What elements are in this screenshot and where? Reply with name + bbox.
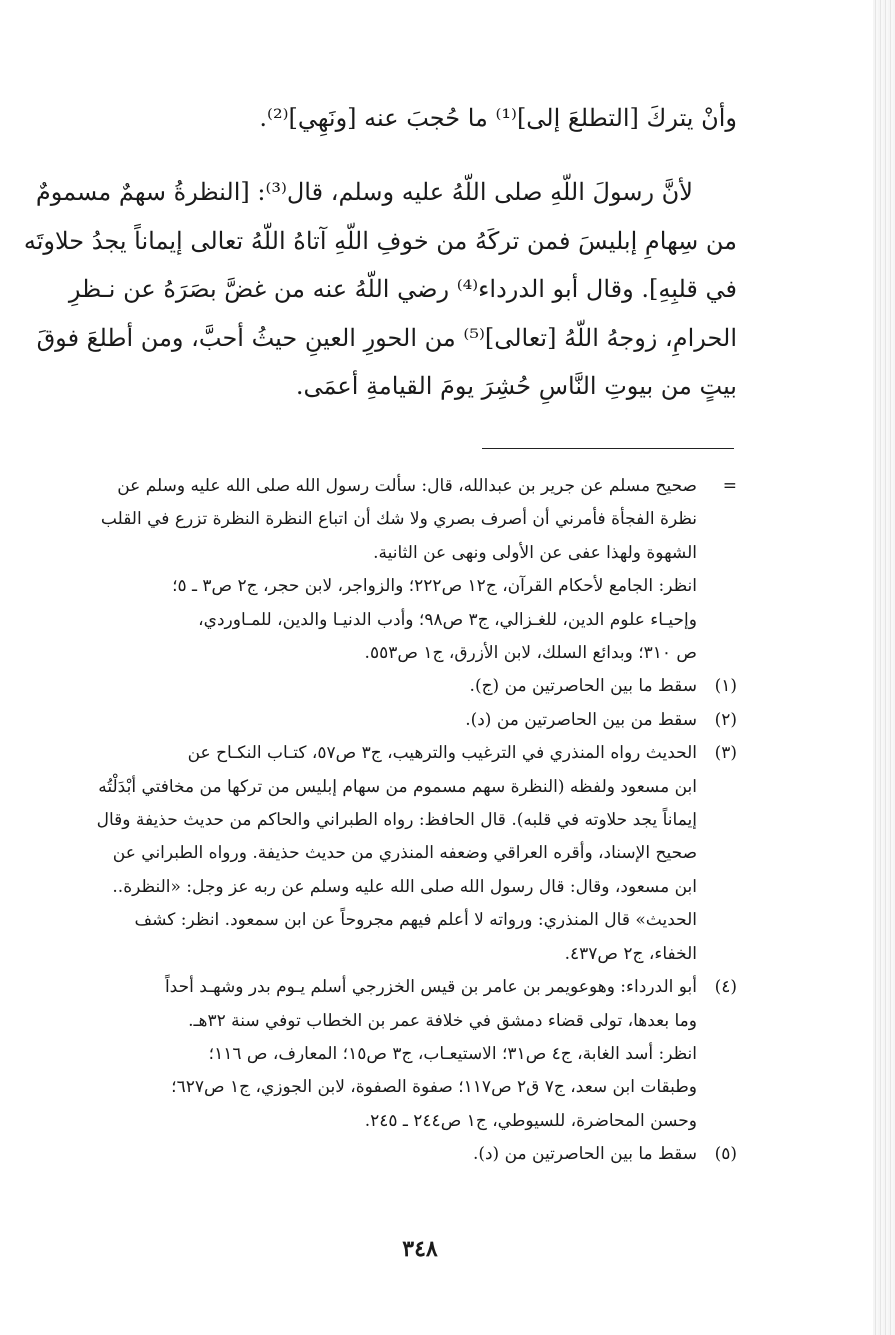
footnote-5	[77, 1138, 737, 1171]
footnote-marker: (٢)	[714, 709, 737, 730]
footnote-line: أبو الدرداء: وهوعويمر بن عامر بن قيس الخزرجي أسلم يـوم بدر وشهـد أحداً	[164, 977, 697, 998]
footnote-marker: (٤)	[714, 977, 737, 998]
footnote-line: ابن مسعود، وقال: قال رسول الله صلى الله عليه وسلم عن ربه عز وجل: «النظرة..	[112, 876, 697, 897]
footnote-line: الشهوة ولهذا عفى عن الأولى ونهى عن الثانية.	[373, 542, 697, 563]
footnote-line: سقط من بين الحاصرتين من (د).	[465, 709, 697, 730]
footnote-marker: (٣)	[714, 743, 737, 764]
paragraph-line: الحرامِ، زوجهُ اللّهُ [تعالى]⁽⁵⁾ من الحورِ العينِ حيثُ أحبَّ، ومن أطلعَ فوقَ	[36, 323, 737, 352]
footnote-line: وإحيـاء علوم الدين، للغـزالي، ج٣ ص٩٨؛ وأدب الدنيـا والدين، للمـاوردي،	[198, 609, 697, 630]
footnote-line: نظرة الفجأة فأمرني أن أصرف بصري ولا شك أن اتباع النظرة النظرة تزرع في القلب	[100, 509, 697, 530]
footnote-line: الحديث رواه المنذري في الترغيب والترهيب، ج٣ ص٥٧، كتـاب النكـاح عن	[187, 743, 697, 764]
footnote-line: انظر: الجامع لأحكام القرآن، ج١٢ ص٢٢٢؛ والزواجر، لابن حجر، ج٢ ص٣ ـ ٥؛	[172, 576, 697, 597]
footnote-marker: =	[722, 476, 737, 496]
footnote-line: انظر: أسد الغابة، ج٤ ص٣١؛ الاستيعـاب، ج٣ ص١٥؛ المعارف، ص ١١٦؛	[208, 1043, 697, 1064]
footnote-continuation	[77, 470, 737, 670]
footnote-line: صحيح مسلم عن جرير بن عبدالله، قال: سألت رسول الله صلى الله عليه وسلم عن	[117, 476, 697, 496]
footnote-line: إيماناً يجد حلاوته في قلبه). قال الحافظ: رواه الطبراني والحاكم من حديث حذيفة وقال	[96, 810, 697, 831]
footnote-line: ابن مسعود ولفظه (النظرة سهم مسموم من سهام إبليس من تركها من مخافتي أبْدَلْتُه	[98, 776, 697, 797]
footnote-4	[77, 971, 737, 1138]
footnote-line: وحسن المحاضرة، للسيوطي، ج١ ص٢٤٤ ـ ٢٤٥.	[364, 1110, 697, 1131]
footnote-line: الخفاء، ج٢ ص٤٣٧.	[564, 943, 697, 964]
page-number: ٣٤٨	[402, 1236, 438, 1262]
paragraph-line: في قلبِهِ]. وقال أبو الدرداء⁽⁴⁾ رضي اللّهُ عنه من غضَّ بصَرَهُ عن نـظرِ	[68, 275, 737, 303]
footnote-2	[77, 704, 737, 737]
footnote-line: الحديث» قال المنذري: ورواته لا أعلم فيهم مجروحاً عن ابن سمعود. انظر: كشف	[134, 910, 697, 931]
footnote-line: سقط ما بين الحاصرتين من (ج).	[469, 676, 697, 697]
footnote-1	[77, 670, 737, 703]
footnote-separator	[482, 448, 734, 449]
footnote-marker: (٥)	[714, 1144, 737, 1165]
footnote-line: وطبقات ابن سعد، ج٧ ق٢ ص١١٧؛ صفوة الصفوة، لابن الجوزي، ج١ ص٦٢٧؛	[171, 1077, 697, 1098]
footnote-line: صحيح الإسناد، وأقره العراقي وضعفه المنذري من حديث حذيفة. ورواه الطبراني عن	[112, 843, 697, 864]
top-line-text: وأنْ يتركَ [التطلعَ إلى]⁽¹⁾ ما حُجبَ عنه [ونَهِي]⁽²⁾.	[259, 104, 737, 132]
paragraph-line: لأنَّ رسولَ اللّهِ صلى اللّهُ عليه وسلم، قال⁽³⁾: [النظرةُ سهمٌ مسمومٌ	[35, 178, 693, 206]
footnote-line: وما بعدها، تولى قضاء دمشق في خلافة عمر بن الخطاب توفي سنة ٣٢هـ.	[188, 1010, 697, 1031]
page-edge-shading	[873, 0, 895, 1335]
footnote-3	[77, 737, 737, 971]
paragraph-line: من سِهامِ إبليسَ فمن تركَهُ من خوفِ اللّهِ آتاهُ اللّهُ تعالى إيماناً يجدُ حلاوتَه	[23, 226, 737, 255]
footnote-line: سقط ما بين الحاصرتين من (د).	[472, 1144, 697, 1165]
footnote-line: ص ٣١٠؛ وبدائع السلك، لابن الأزرق، ج١ ص٥٥٣.	[364, 643, 697, 664]
paragraph-line: بيتٍ من بيوتِ النَّاسِ حُشِرَ يومَ القيامةِ أعمَى.	[295, 372, 737, 400]
footnote-marker: (١)	[714, 676, 737, 697]
main-paragraph	[23, 168, 737, 411]
main-text-top-line	[137, 96, 737, 140]
footnotes-section	[77, 470, 737, 1172]
